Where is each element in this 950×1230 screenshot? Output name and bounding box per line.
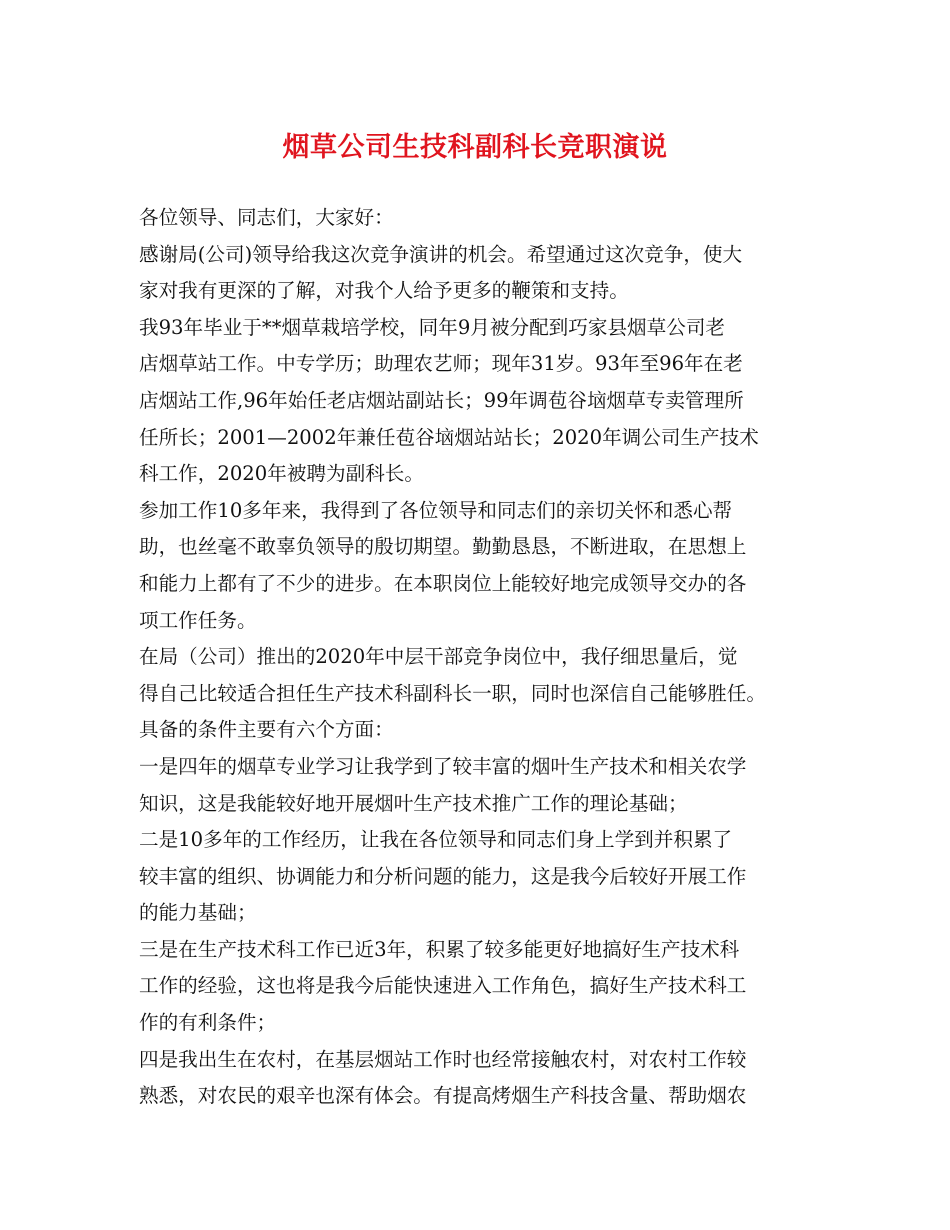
text-line: 科工作，2020年被聘为副科长。 — [139, 462, 424, 486]
text-line: 任所长；2001—2002年兼任苞谷垴烟站站长；2020年调公司生产技术 — [139, 425, 759, 449]
text-line: 助，也丝毫不敢辜负领导的殷切期望。勤勤恳恳，不断进取，在思想上 — [139, 535, 747, 559]
text-line: 一是四年的烟草专业学习让我学到了较丰富的烟叶生产技术和相关农学 — [139, 754, 747, 778]
text-line: 熟悉，对农民的艰辛也深有体会。有提高烤烟生产科技含量、帮助烟农 — [139, 1084, 747, 1108]
document-body — [139, 200, 829, 1115]
text-line: 三是在生产技术科工作已近3年，积累了较多能更好地搞好生产技术科 — [139, 937, 740, 961]
text-line: 店烟站工作,96年始任老店烟站副站长；99年调苞谷垴烟草专卖管理所 — [139, 388, 744, 412]
text-line: 具备的条件主要有六个方面： — [139, 718, 394, 742]
text-line: 四是我出生在农村，在基层烟站工作时也经常接触农村，对农村工作较 — [139, 1047, 747, 1071]
document-title: 烟草公司生技科副科长竞职演说 — [282, 132, 668, 163]
text-line: 项工作任务。 — [139, 608, 257, 632]
text-line: 在局（公司）推出的2020年中层干部竞争岗位中，我仔细思量后，觉 — [139, 645, 738, 669]
text-line: 得自己比较适合担任生产技术科副科长一职，同时也深信自己能够胜任。 — [139, 681, 766, 705]
text-line: 各位领导、同志们，大家好： — [139, 206, 394, 229]
text-line: 参加工作10多年来，我得到了各位领导和同志们的亲切关怀和悉心帮 — [139, 498, 733, 522]
text-line: 我93年毕业于**烟草栽培学校，同年9月被分配到巧家县烟草公司老 — [139, 315, 726, 339]
text-line: 作的有利条件； — [139, 1011, 277, 1035]
text-line: 和能力上都有了不少的进步。在本职岗位上能较好地完成领导交办的各 — [139, 571, 747, 595]
text-line: 的能力基础； — [139, 901, 257, 925]
text-line: 店烟草站工作。中专学历；助理农艺师；现年31岁。93年至96年在老 — [139, 352, 743, 376]
text-line: 较丰富的组织、协调能力和分析问题的能力，这是我今后较好开展工作 — [139, 864, 747, 888]
text-line: 知识，这是我能较好地开展烟叶生产技术推广工作的理论基础； — [139, 791, 688, 815]
text-line: 二是10多年的工作经历，让我在各位领导和同志们身上学到并积累了 — [139, 828, 733, 852]
text-line: 感谢局(公司)领导给我这次竞争演讲的机会。希望通过这次竞争，使大 — [139, 242, 743, 266]
text-line: 工作的经验，这也将是我今后能快速进入工作角色，搞好生产技术科工 — [139, 974, 747, 998]
text-line: 家对我有更深的了解，对我个人给予更多的鞭策和支持。 — [139, 279, 629, 303]
